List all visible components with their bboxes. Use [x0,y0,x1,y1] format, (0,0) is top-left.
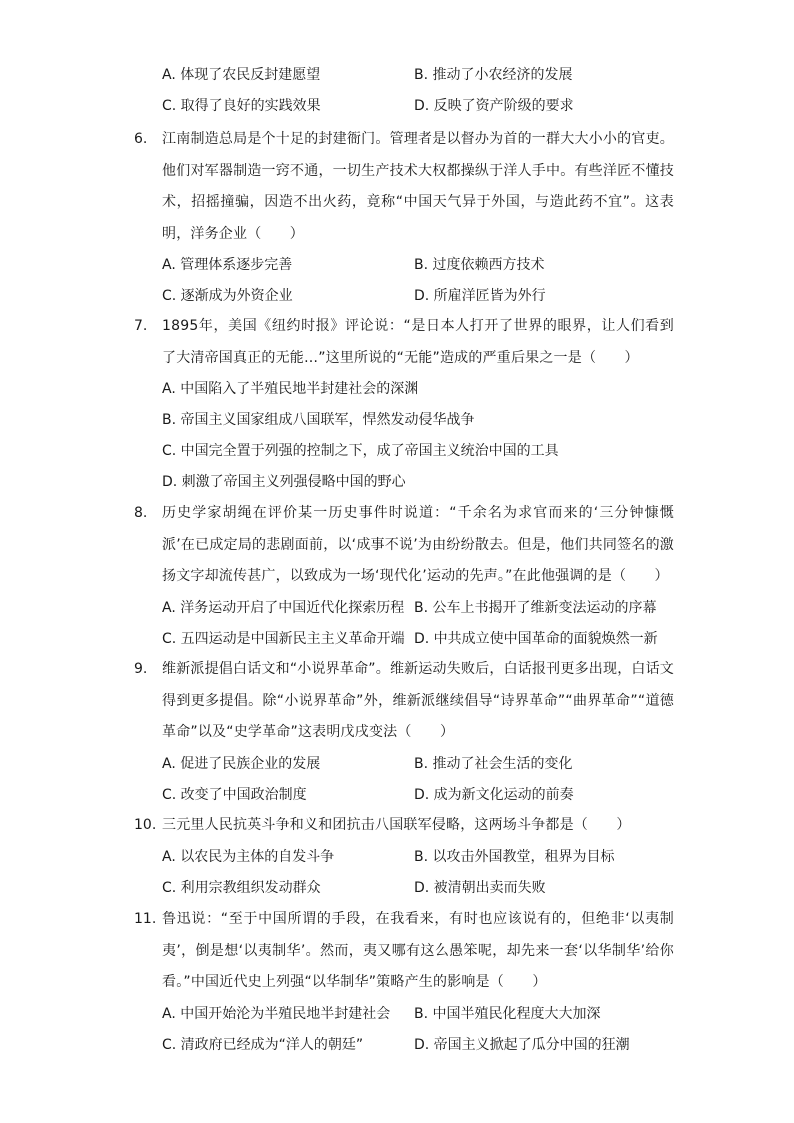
question-6 [134,124,674,312]
option-a[interactable]: A. 管理体系逐步完善 [162,257,293,273]
question-stem: 鲁迅说：“至于中国所谓的手段，在我看来，有时也应该说有的，但绝非‘以夷制夷’，倒是想‘以夷制华’。然而，夷又哪有这么愚笨呢，却先来一套‘以华制华’给你看。”中国近代史上列强“以华制华”策略产生的影响是（ ） [162,911,674,990]
option-d[interactable]: D. 帝国主义掀起了瓜分中国的狂潮 [414,1036,630,1053]
question-8 [134,498,674,655]
options-q8 [162,593,674,655]
question-number: 11. [134,911,157,927]
options-q9 [162,749,674,811]
question-stem: 三元里人民抗英斗争和义和团抗击八国联军侵略，这两场斗争都是（ ） [162,817,631,833]
options-q7 [162,374,674,498]
option-b[interactable]: B. 推动了小农经济的发展 [414,67,573,83]
question-stem: 1895年，美国《纽约时报》评论说：“是日本人打开了世界的眼界，让人们看到了大清帝国真正的无能…”这里所说的“无能”造成的严重后果之一是（ ） [162,318,674,366]
option-c[interactable]: C. 利用宗教组织发动群众 [162,879,321,896]
question-number: 6. [134,131,148,147]
option-a[interactable]: A. 以农民为主体的自发斗争 [162,848,335,865]
question-number: 9. [134,661,148,677]
question-9 [134,654,674,811]
option-c[interactable]: C. 改变了中国政治制度 [162,786,307,803]
option-c[interactable]: C. 逐渐成为外资企业 [162,288,293,304]
option-d[interactable]: D. 中共成立使中国革命的面貌焕然一新 [414,630,658,647]
options-q6 [162,250,674,312]
question-stem: 历史学家胡绳在评价某一历史事件时说道：“千余名为求官而来的‘三分钟慷慨派’在已成定局的悲剧面前，以‘成事不说’为由纷纷散去。但是，他们共同签名的激扬文字却流传甚广，以致成为一场‘现代化’运动的先声。”在此他强调的是（ ） [162,505,674,584]
question-11 [134,904,674,1061]
option-c[interactable]: C. 清政府已经成为“洋人的朝廷” [162,1036,364,1053]
option-a[interactable]: A. 中国陷入了半殖民地半封建社会的深渊 [162,381,419,397]
option-b[interactable]: B. 中国半殖民化程度大大加深 [414,1005,601,1022]
option-d[interactable]: D. 所雇洋匠皆为外行 [414,288,546,304]
option-c[interactable]: C. 中国完全置于列强的控制之下，成了帝国主义统治中国的工具 [162,443,559,459]
option-d[interactable]: D. 反映了资产阶级的要求 [414,98,574,114]
option-a[interactable]: A. 体现了农民反封建愿望 [162,67,321,83]
option-c[interactable]: C. 五四运动是中国新民主主义革命开端 [162,630,405,647]
option-d[interactable]: D. 成为新文化运动的前奏 [414,786,574,803]
question-number: 8. [134,505,148,521]
options-q10 [162,842,674,904]
option-a[interactable]: A. 洋务运动开启了中国近代化探索历程 [162,599,405,616]
question-5-tail [134,60,674,122]
question-number: 7. [134,318,148,334]
option-c[interactable]: C. 取得了良好的实践效果 [162,98,321,114]
question-stem: 维新派提倡白话文和“小说界革命”。维新运动失败后，白话报刊更多出现，白话文得到更多提倡。除“小说界革命”外，维新派继续倡导“诗界革命”“曲界革命”“道德革命”以及“史学革命”这表明戊戌变法（ ） [162,661,674,740]
option-a[interactable]: A. 促进了民族企业的发展 [162,755,321,772]
options-q5 [162,60,674,122]
question-stem: 江南制造总局是个十足的封建衙门。管理者是以督办为首的一群大大小小的官吏。他们对军器制造一窍不通，一切生产技术大权都操纵于洋人手中。有些洋匠不懂技术，招摇撞骗，因造不出火药，竟称“中国天气异于外国，与造此药不宜”。这表明，洋务企业（ ） [162,131,674,242]
option-b[interactable]: B. 推动了社会生活的变化 [414,755,573,772]
question-number: 10. [134,817,157,833]
question-7 [134,311,674,498]
option-b[interactable]: B. 公车上书揭开了维新变法运动的序幕 [414,599,657,616]
options-q11 [162,999,674,1061]
option-d[interactable]: D. 刺激了帝国主义列强侵略中国的野心 [162,474,406,490]
question-10 [134,810,674,904]
option-a[interactable]: A. 中国开始沦为半殖民地半封建社会 [162,1005,391,1022]
option-d[interactable]: D. 被清朝出卖而失败 [414,879,546,896]
option-b[interactable]: B. 以攻击外国教堂，租界为目标 [414,848,615,865]
option-b[interactable]: B. 帝国主义国家组成八国联军，悍然发动侵华战争 [162,412,475,428]
option-b[interactable]: B. 过度依赖西方技术 [414,257,545,273]
